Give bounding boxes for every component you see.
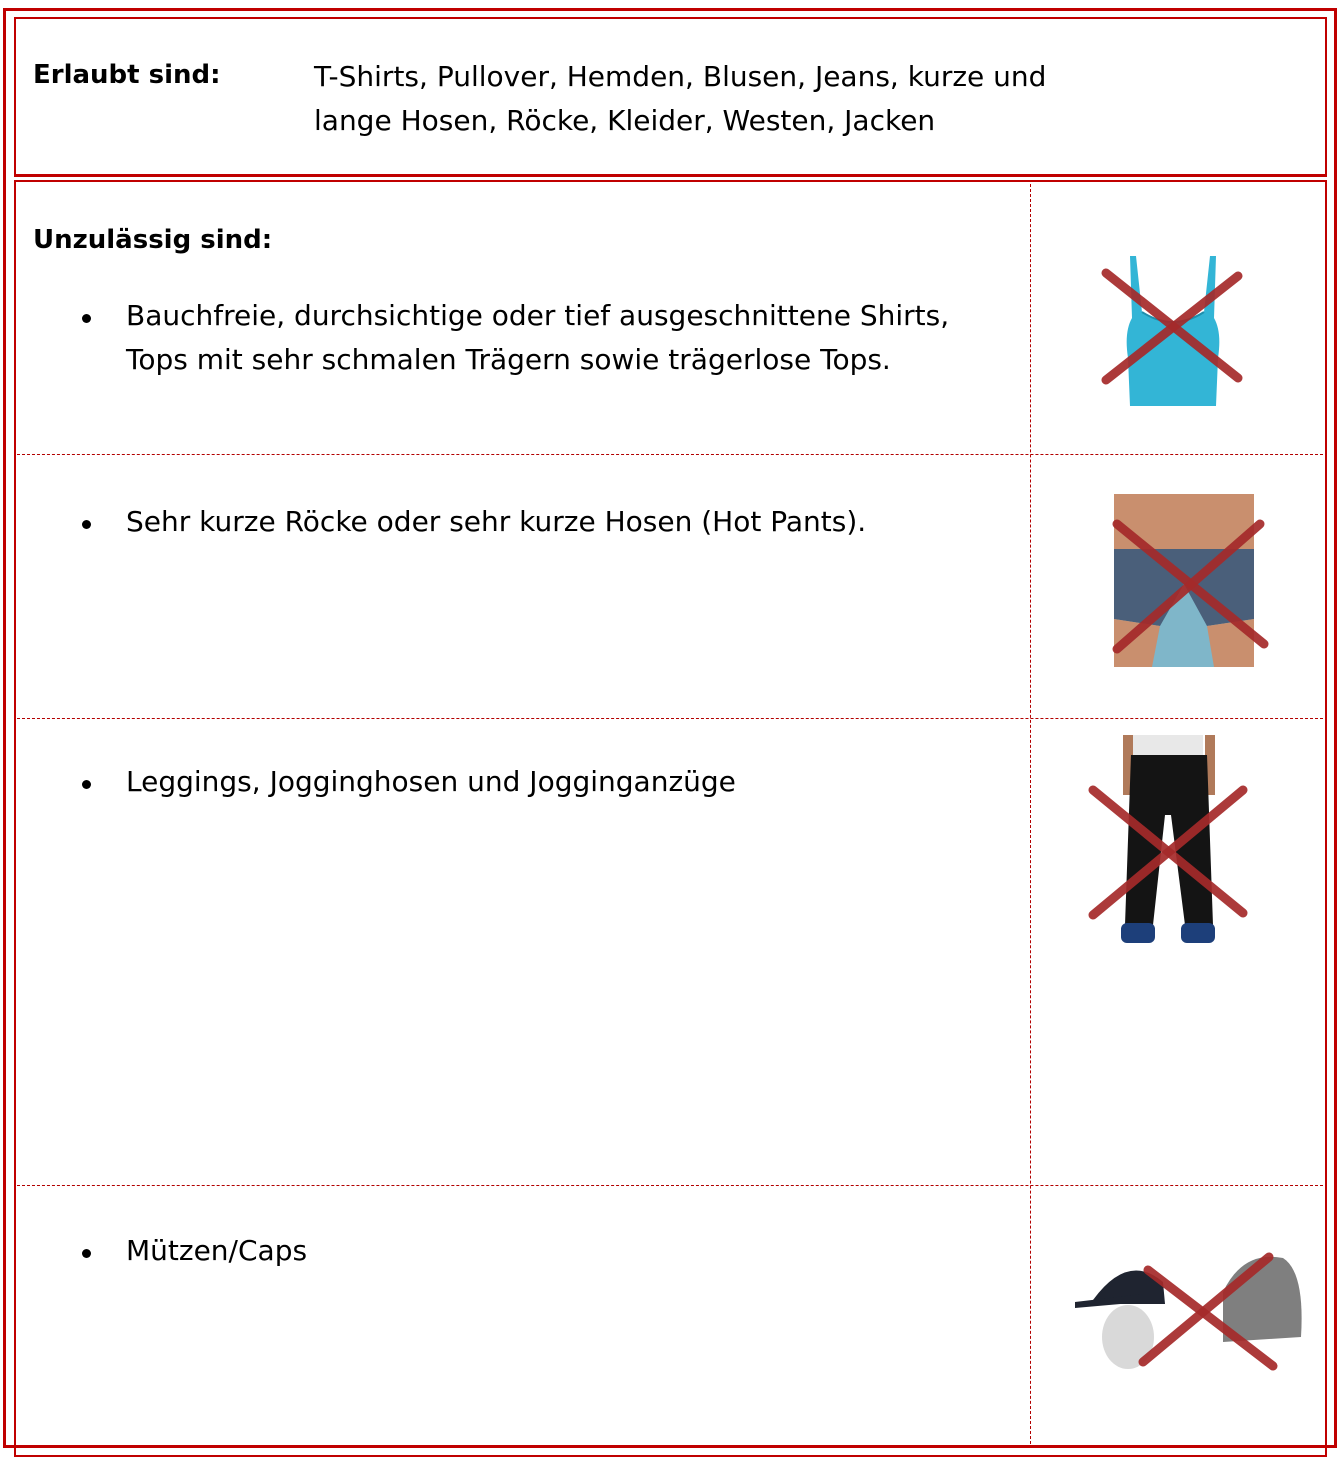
list-item-text: Sehr kurze Röcke oder sehr kurze Hosen (Hot Pants). [126, 505, 867, 538]
bullet-icon [82, 520, 91, 529]
row-divider-3 [17, 1185, 1323, 1186]
row-divider-2 [17, 718, 1323, 719]
allowed-label: Erlaubt sind: [33, 60, 221, 90]
list-item-text: Mützen/Caps [126, 1234, 308, 1267]
list-item-text: Bauchfreie, durchsichtige oder tief ausgeschnittene Shirts, Tops mit sehr schmalen Trägern sowie trägerlose Tops. [126, 299, 950, 376]
crossed-out-caps-image [1073, 1232, 1308, 1372]
bullet-icon [82, 314, 91, 323]
bullet-icon [82, 780, 91, 789]
allowed-text: T-Shirts, Pullover, Hemden, Blusen, Jeans, kurze und lange Hosen, Röcke, Kleider, Westen, Jacken [314, 60, 1047, 137]
column-divider [1030, 184, 1031, 1444]
bullet-icon [82, 1249, 91, 1258]
allowed-section [17, 20, 1323, 172]
crossed-out-tank-top-image [1098, 248, 1248, 410]
crossed-out-jogging-pants-image [1085, 735, 1253, 960]
list-item-text: Leggings, Jogginghosen und Jogginganzüge [126, 765, 736, 798]
section-separator [14, 174, 1327, 182]
forbidden-heading: Unzulässig sind: [33, 225, 273, 255]
crossed-out-hot-pants-image [1112, 494, 1272, 669]
row-divider-1 [17, 454, 1323, 455]
